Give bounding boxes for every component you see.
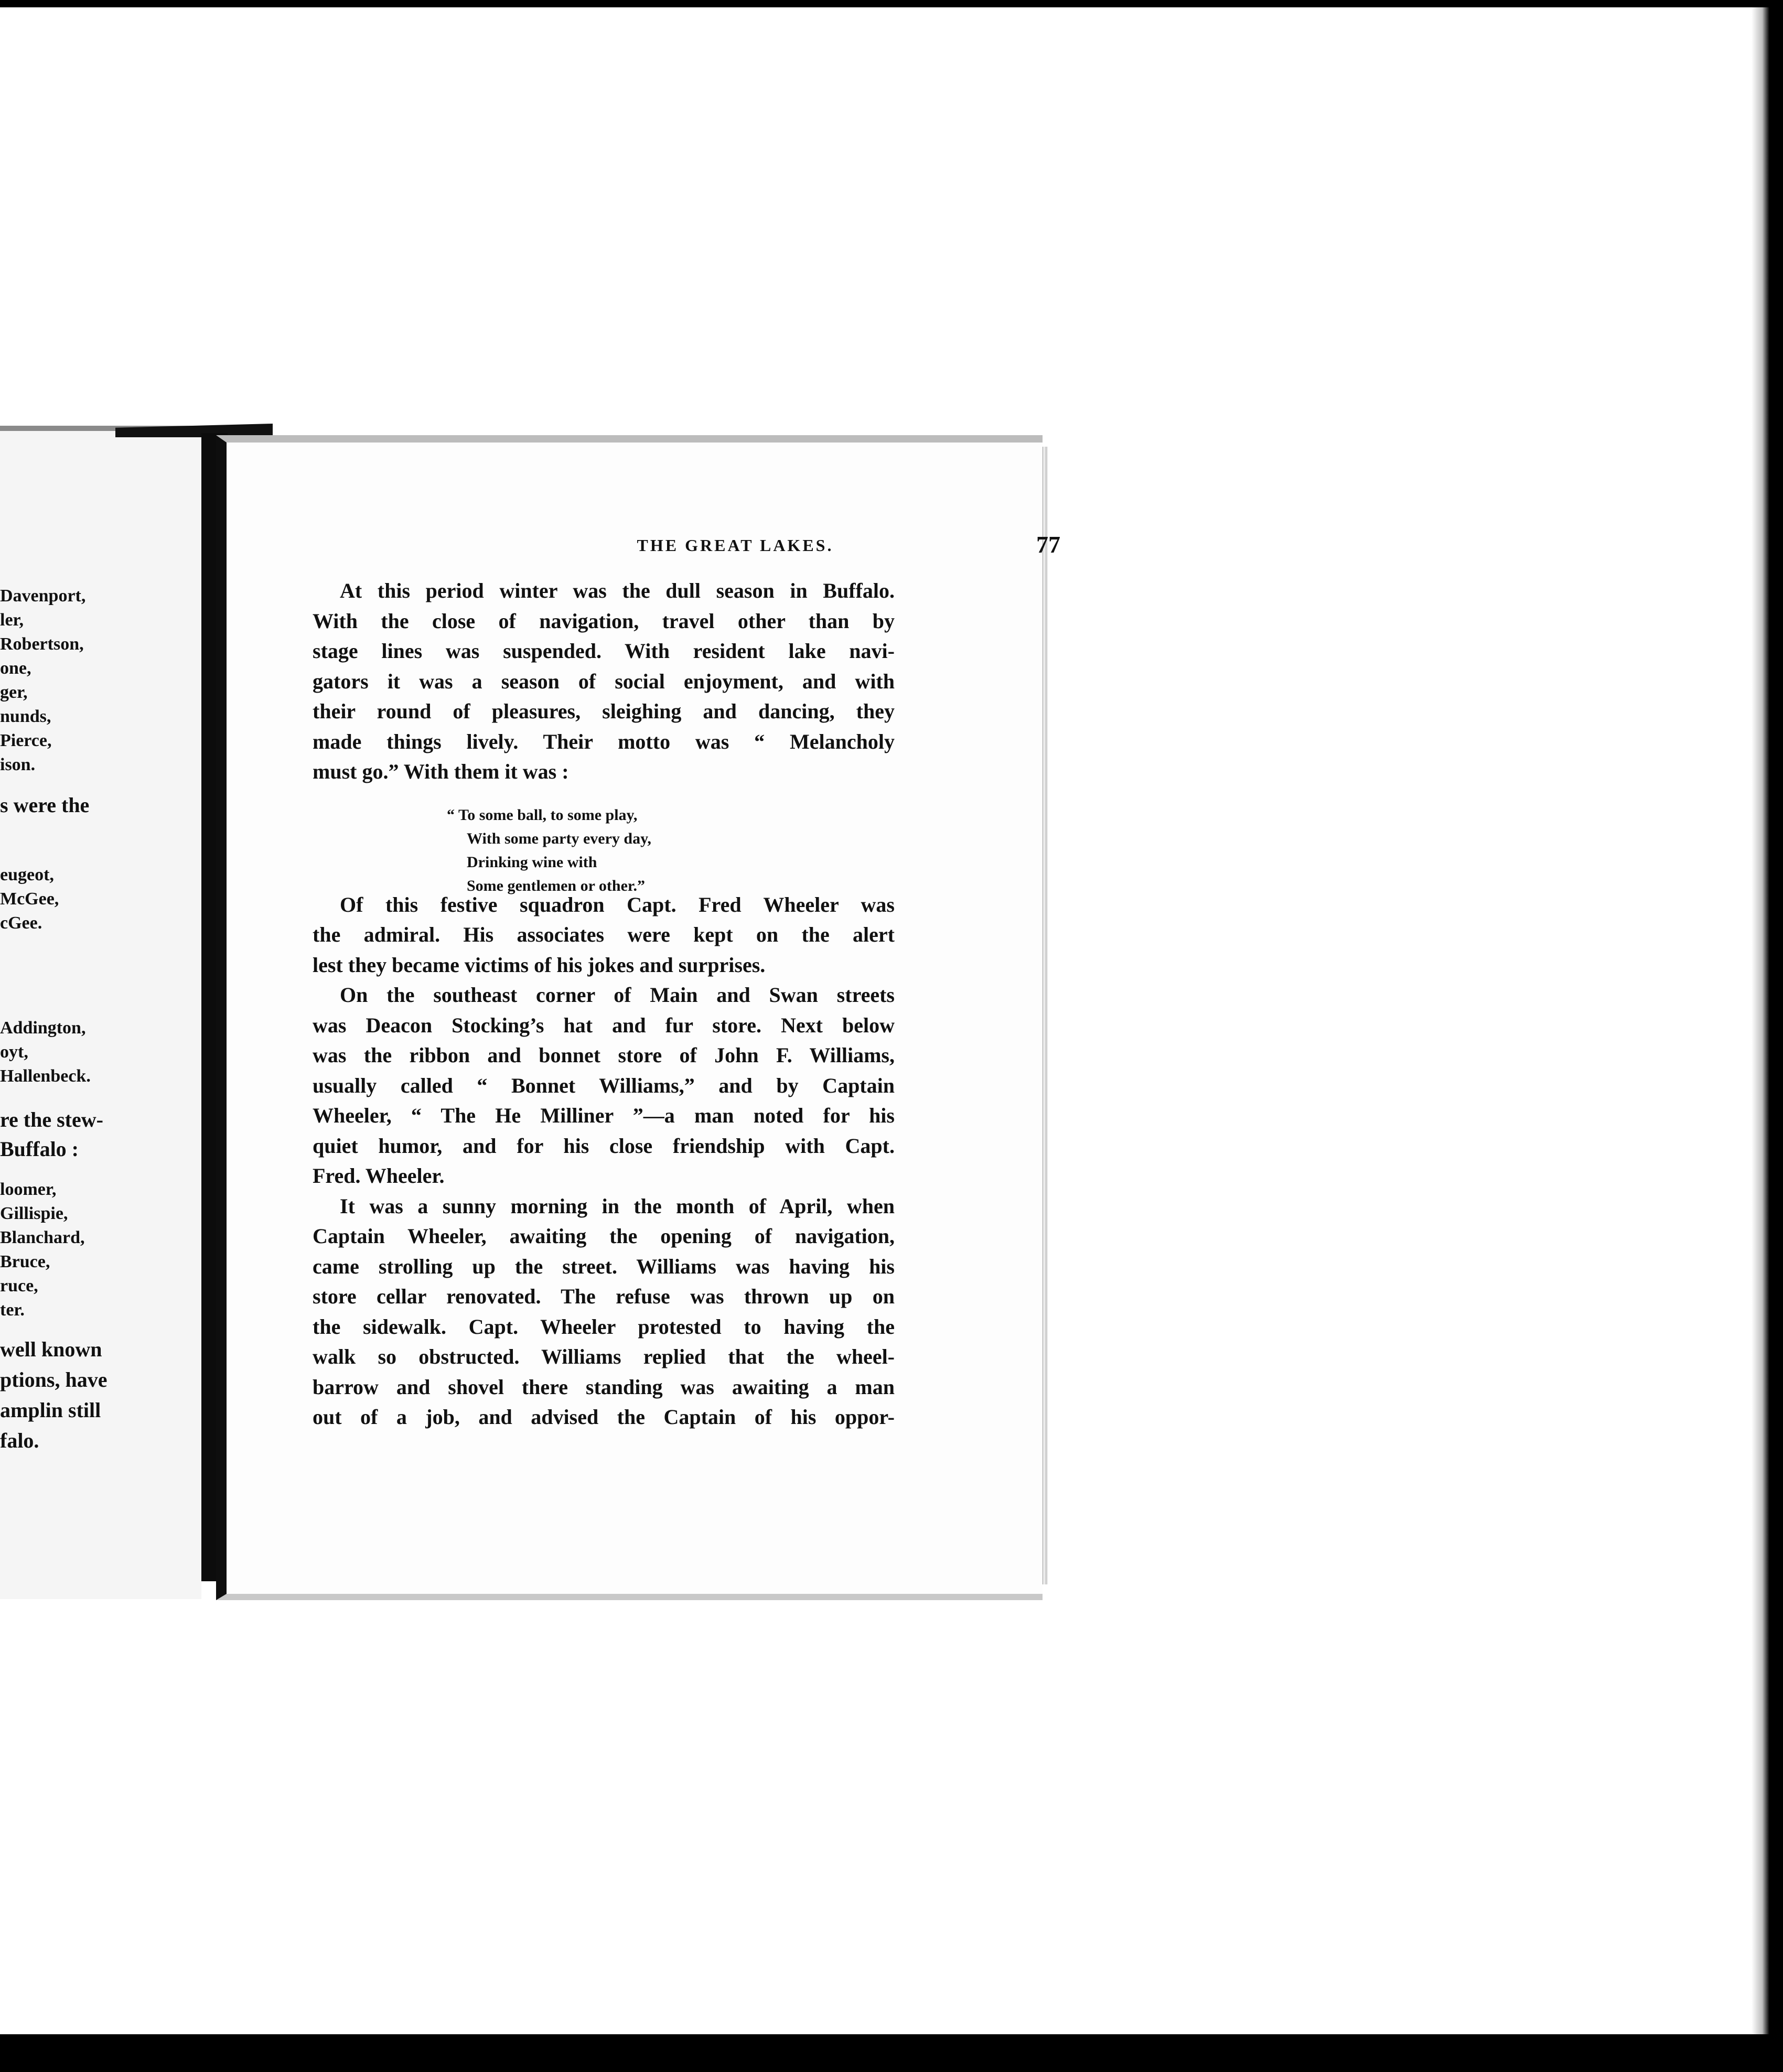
verse-line: With some party every day, — [467, 830, 651, 847]
left-line: re the stew- — [0, 1108, 103, 1131]
left-line: McGee, — [0, 889, 59, 909]
text-line: out of a job, and advised the Captain of his oppor- — [313, 1405, 895, 1429]
text-line: quiet humor, and for his close friendship with Capt. — [313, 1134, 895, 1158]
text-line: Wheeler, “ The He Milliner ”—a man noted for his — [313, 1104, 895, 1127]
text-line: gators it was a season of social enjoyment, and with — [313, 669, 895, 693]
left-line: ruce, — [0, 1276, 38, 1296]
text-line: was the ribbon and bonnet store of John F. Williams, — [313, 1043, 895, 1067]
text-line: On the southeast corner of Main and Swan streets — [340, 983, 895, 1007]
scan-shadow-right — [1752, 7, 1769, 2034]
verse-line: Drinking wine with — [467, 854, 597, 871]
verse-line: Some gentlemen or other.” — [467, 877, 645, 894]
text-line: made things lively. Their motto was “ Melancholy — [313, 729, 895, 753]
text-line: With the close of navigation, travel other than by — [313, 609, 895, 633]
left-line: one, — [0, 659, 31, 678]
scan-border-bottom — [0, 2034, 1783, 2072]
text-line: usually called “ Bonnet Williams,” and by Captain — [313, 1073, 895, 1097]
left-line: Pierce, — [0, 731, 52, 750]
text-line: At this period winter was the dull season in Buffalo. — [340, 579, 895, 602]
scan-border-top — [0, 0, 1783, 7]
left-line: falo. — [0, 1429, 39, 1452]
text-line: came strolling up the street. Williams was having his — [313, 1254, 895, 1278]
left-line: Robertson, — [0, 634, 84, 654]
left-line: ptions, have — [0, 1368, 108, 1391]
left-line: oyt, — [0, 1042, 28, 1062]
left-line: Buffalo : — [0, 1137, 79, 1161]
scan-border-right — [1769, 0, 1783, 2072]
text-line: their round of pleasures, sleighing and dancing, they — [313, 699, 895, 723]
text-line: stage lines was suspended. With resident lake navi- — [313, 639, 895, 663]
left-line: well known — [0, 1337, 102, 1361]
left-line: loomer, — [0, 1180, 57, 1199]
left-line: s were the — [0, 793, 90, 817]
left-line: eugeot, — [0, 865, 54, 884]
left-line: nunds, — [0, 707, 51, 726]
text-line: It was a sunny morning in the month of April, when — [340, 1194, 895, 1218]
left-line: ler, — [0, 610, 24, 630]
verse-line: “ To some ball, to some play, — [447, 806, 638, 824]
text-line: the sidewalk. Capt. Wheeler protested to having the — [313, 1314, 895, 1339]
left-line: Hallenbeck. — [0, 1066, 91, 1086]
left-line: ison. — [0, 755, 36, 774]
left-line: ger, — [0, 683, 28, 702]
left-line: Blanchard, — [0, 1228, 85, 1247]
left-line: Gillispie, — [0, 1204, 68, 1223]
text-line: barrow and shovel there standing was awaiting a man — [313, 1375, 895, 1399]
text-line: walk so obstructed. Williams replied that the wheel- — [313, 1345, 895, 1368]
text-line: must go.” With them it was : — [313, 760, 569, 783]
text-line: was Deacon Stocking’s hat and fur store. Next below — [313, 1013, 895, 1037]
page-number: 77 — [1036, 531, 1060, 558]
left-line: Bruce, — [0, 1252, 50, 1271]
left-line: amplin still — [0, 1398, 101, 1422]
right-page — [216, 435, 1060, 1600]
running-title: THE GREAT LAKES. — [637, 536, 834, 555]
left-line: Davenport, — [0, 586, 86, 606]
body-text — [313, 576, 895, 1432]
text-line: Of this festive squadron Capt. Fred Wheeler was — [340, 892, 895, 916]
left-line: Addington, — [0, 1018, 86, 1038]
running-head — [499, 531, 1060, 562]
left-line: ter. — [0, 1300, 25, 1320]
verse-quote — [447, 803, 761, 898]
left-line: cGee. — [0, 913, 42, 933]
text-line: Captain Wheeler, awaiting the opening of navigation, — [313, 1224, 895, 1248]
text-line: Fred. Wheeler. — [313, 1164, 445, 1188]
text-line: store cellar renovated. The refuse was thrown up on — [313, 1285, 895, 1308]
text-line: lest they became victims of his jokes and surprises. — [313, 953, 766, 977]
text-line: the admiral. His associates were kept on the alert — [313, 923, 895, 946]
left-page-fragment — [0, 426, 201, 1599]
